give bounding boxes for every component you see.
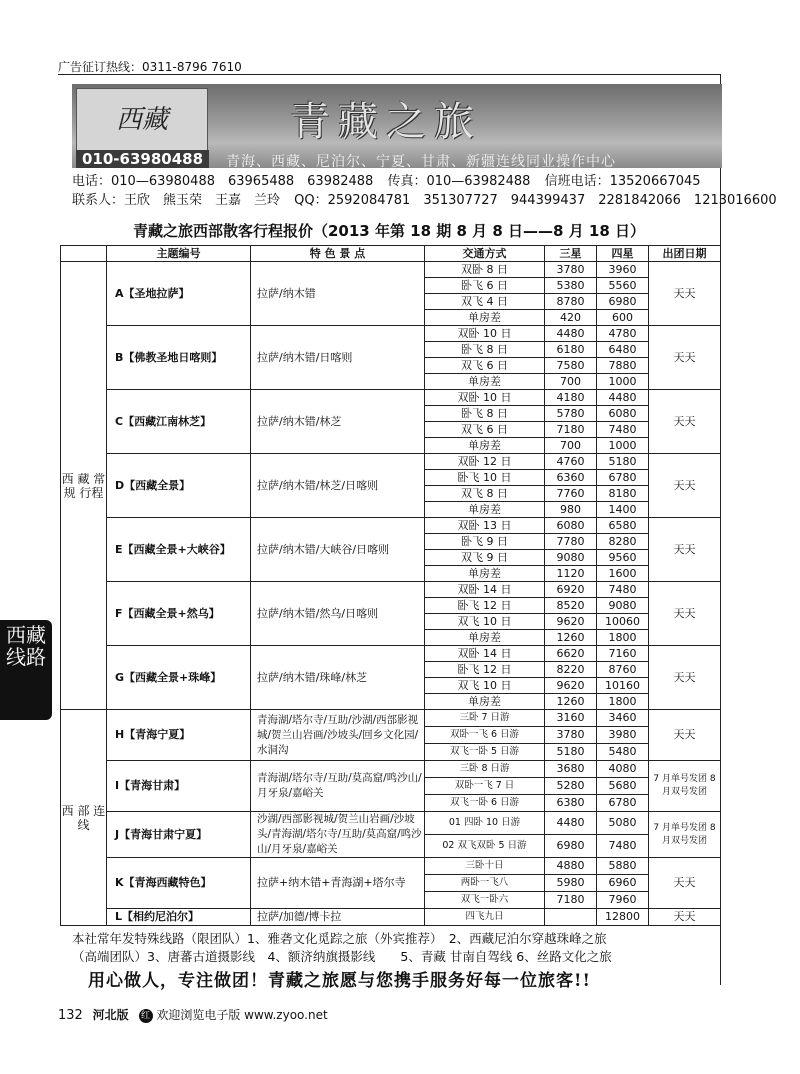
banner-subtitle: 青海、西藏、尼泊尔、宁夏、甘肃、新疆连线同业操作中心 (226, 154, 616, 168)
footer-website: 欢迎浏览电子版 www.zyoo.net (156, 1008, 328, 1022)
banner-title: 青藏之旅 (290, 99, 482, 145)
transport-cell: 双飞 10 日 (425, 678, 545, 694)
departure-cell: 天天 (649, 326, 721, 390)
transport-cell: 单房差 (425, 438, 545, 454)
route-spots: 拉萨/纳木错/珠峰/林芝 (251, 646, 425, 710)
transport-cell: 02 双飞双卧 5 日游 (425, 835, 545, 858)
price-four-star: 10060 (597, 614, 649, 630)
route-name: E【西藏全景+大峡谷】 (107, 518, 251, 582)
transport-cell: 卧飞 8 日 (425, 406, 545, 422)
price-four-star: 5880 (597, 858, 649, 875)
price-four-star: 10160 (597, 678, 649, 694)
price-four-star: 6480 (597, 342, 649, 358)
transport-cell: 三卧 8 日游 (425, 761, 545, 778)
departure-cell: 天天 (649, 909, 721, 926)
price-three-star: 7780 (545, 534, 597, 550)
price-four-star: 12800 (597, 909, 649, 926)
table-row (61, 909, 721, 926)
contact-people: 联系人：王欣 熊玉荣 王嘉 兰玲 (72, 193, 281, 208)
table-row (61, 858, 721, 875)
table-title: 青藏之旅西部散客行程报价（2013 年第 18 期 8 月 8 日——8 月 18 日） (132, 222, 646, 240)
transport-cell: 双飞 4 日 (425, 294, 545, 310)
route-name: D【西藏全景】 (107, 454, 251, 518)
price-three-star: 6920 (545, 582, 597, 598)
price-three-star: 5180 (545, 744, 597, 761)
transport-cell: 单房差 (425, 694, 545, 710)
price-four-star: 6780 (597, 470, 649, 486)
price-three-star: 1260 (545, 694, 597, 710)
departure-cell: 天天 (649, 582, 721, 646)
price-three-star: 4760 (545, 454, 597, 470)
transport-cell: 双卧 10 日 (425, 390, 545, 406)
price-three-star (545, 909, 597, 926)
price-four-star: 7880 (597, 358, 649, 374)
price-four-star: 6780 (597, 795, 649, 812)
departure-cell: 天天 (649, 646, 721, 710)
price-three-star: 7580 (545, 358, 597, 374)
departure-cell: 天天 (649, 390, 721, 454)
price-three-star: 8520 (545, 598, 597, 614)
price-four-star: 1800 (597, 694, 649, 710)
price-four-star: 8280 (597, 534, 649, 550)
note-line-1: 本社常年发特殊线路（限团队）1、雅砻文化觅踪之旅（外宾推荐） 2、西藏尼泊尔穿越珠峰之旅 (72, 931, 607, 946)
price-three-star: 5980 (545, 875, 597, 892)
transport-cell: 双飞一卧 5 日游 (425, 744, 545, 761)
side-tab-tibet-routes (0, 620, 52, 720)
price-table (60, 245, 721, 926)
route-spots: 青海湖/塔尔寺/互助/沙湖/西部影视城/贺兰山岩画/沙坡头/回乡文化园/水洞沟 (251, 710, 425, 761)
transport-cell: 四飞九日 (425, 909, 545, 926)
price-three-star: 5380 (545, 278, 597, 294)
route-name: F【西藏全景+然乌】 (107, 582, 251, 646)
header-blank (61, 246, 107, 262)
transport-cell: 双飞一卧六 (425, 892, 545, 909)
price-three-star: 3780 (545, 727, 597, 744)
departure-cell: 天天 (649, 262, 721, 326)
departure-cell: 7 月单号发团 8 月双号发团 (649, 812, 721, 858)
contact-line-2 (72, 189, 787, 208)
price-four-star: 6080 (597, 406, 649, 422)
price-three-star: 7180 (545, 892, 597, 909)
price-three-star: 700 (545, 374, 597, 390)
transport-cell: 单房差 (425, 566, 545, 582)
route-name: I【青海甘肃】 (107, 761, 251, 812)
price-three-star: 4880 (545, 858, 597, 875)
route-name: C【西藏江南林芝】 (107, 390, 251, 454)
route-spots: 拉萨+纳木错+青海湖+塔尔寺 (251, 858, 425, 909)
route-name: K【青海西藏特色】 (107, 858, 251, 909)
price-three-star: 1120 (545, 566, 597, 582)
price-four-star: 1400 (597, 502, 649, 518)
transport-cell: 双飞 10 日 (425, 614, 545, 630)
transport-cell: 双卧 12 日 (425, 454, 545, 470)
price-four-star: 5560 (597, 278, 649, 294)
transport-cell: 三卧十日 (425, 858, 545, 875)
header-transport: 交通方式 (425, 246, 545, 262)
transport-cell: 双卧 13 日 (425, 518, 545, 534)
transport-cell: 双卧 14 日 (425, 582, 545, 598)
price-three-star: 5780 (545, 406, 597, 422)
transport-cell: 双飞 9 日 (425, 550, 545, 566)
note-line-2: （高端团队）3、唐蕃古道摄影线 4、额济纳旗摄影线 5、青藏 甘南自驾线 6、丝路文化之旅 (72, 949, 612, 964)
price-three-star: 3160 (545, 710, 597, 727)
route-spots: 拉萨/加德/博卡拉 (251, 909, 425, 926)
route-spots: 拉萨/纳木错/林芝 (251, 390, 425, 454)
price-three-star: 420 (545, 310, 597, 326)
departure-cell: 天天 (649, 454, 721, 518)
category-west-connect: 西 部 连 线 (61, 710, 107, 926)
price-four-star: 7480 (597, 422, 649, 438)
departure-cell: 7 月单号发团 8 月双号发团 (649, 761, 721, 812)
route-spots: 拉萨/纳木错/大峡谷/日喀则 (251, 518, 425, 582)
price-four-star: 9080 (597, 598, 649, 614)
price-four-star: 5080 (597, 812, 649, 835)
price-four-star: 6980 (597, 294, 649, 310)
route-name: B【佛教圣地日喀则】 (107, 326, 251, 390)
price-three-star: 4180 (545, 390, 597, 406)
price-three-star: 3780 (545, 262, 597, 278)
header-theme: 主题编号 (107, 246, 251, 262)
contact-sms: 信班电话：13520667045 (544, 174, 701, 189)
table-header-row (61, 246, 721, 262)
header-four-star: 四星 (597, 246, 649, 262)
transport-cell: 两卧一飞八 (425, 875, 545, 892)
price-three-star: 7180 (545, 422, 597, 438)
price-four-star: 1800 (597, 630, 649, 646)
route-name: J【青海甘肃宁夏】 (107, 812, 251, 858)
table-row (61, 646, 721, 662)
page-footer (58, 1006, 328, 1023)
price-four-star: 5180 (597, 454, 649, 470)
transport-cell: 双卧一飞 7 日 (425, 778, 545, 795)
transport-cell: 单房差 (425, 502, 545, 518)
table-row (61, 761, 721, 778)
price-three-star: 6980 (545, 835, 597, 858)
transport-cell: 卧飞 6 日 (425, 278, 545, 294)
route-name: A【圣地拉萨】 (107, 262, 251, 326)
transport-cell: 单房差 (425, 310, 545, 326)
transport-cell: 单房差 (425, 374, 545, 390)
tibet-logo: 西藏 (76, 88, 208, 152)
departure-cell: 天天 (649, 858, 721, 909)
price-four-star: 1000 (597, 438, 649, 454)
route-spots: 沙湖/西部影视城/贺兰山岩画/沙坡头/青海湖/塔尔寺/互助/莫高窟/鸣沙山/月牙泉/嘉峪关 (251, 812, 425, 858)
price-four-star: 4780 (597, 326, 649, 342)
transport-cell: 双卧 10 日 (425, 326, 545, 342)
price-four-star: 7960 (597, 892, 649, 909)
price-four-star: 6580 (597, 518, 649, 534)
header-departure: 出团日期 (649, 246, 721, 262)
price-three-star: 4480 (545, 812, 597, 835)
transport-cell: 01 四卧 10 日游 (425, 812, 545, 835)
price-three-star: 980 (545, 502, 597, 518)
transport-cell: 卧飞 10 日 (425, 470, 545, 486)
table-row (61, 454, 721, 470)
price-three-star: 6620 (545, 646, 597, 662)
price-four-star: 7160 (597, 646, 649, 662)
price-three-star: 6380 (545, 795, 597, 812)
departure-cell: 天天 (649, 710, 721, 761)
transport-cell: 卧飞 12 日 (425, 598, 545, 614)
table-row (61, 390, 721, 406)
price-three-star: 6360 (545, 470, 597, 486)
transport-cell: 三卧 7 日游 (425, 710, 545, 727)
price-three-star: 5280 (545, 778, 597, 795)
edition-label: 河北版 (92, 1008, 129, 1022)
route-spots: 拉萨/纳木错/然乌/日喀则 (251, 582, 425, 646)
route-name: H【青海宁夏】 (107, 710, 251, 761)
price-four-star: 4080 (597, 761, 649, 778)
price-four-star: 5680 (597, 778, 649, 795)
contact-phone: 电话：010—63980488 63965488 63982488 (72, 174, 374, 189)
price-three-star: 8780 (545, 294, 597, 310)
price-four-star: 1000 (597, 374, 649, 390)
slogan: 用心做人，专注做团！青藏之旅愿与您携手服务好每一位旅客!! (88, 971, 591, 991)
price-four-star: 3980 (597, 727, 649, 744)
price-four-star: 600 (597, 310, 649, 326)
special-routes-note (72, 930, 720, 966)
price-four-star: 7480 (597, 835, 649, 858)
transport-cell: 双飞 6 日 (425, 422, 545, 438)
contact-fax: 传真：010—63982488 (387, 174, 531, 189)
price-three-star: 3680 (545, 761, 597, 778)
transport-cell: 卧飞 12 日 (425, 662, 545, 678)
price-four-star: 5480 (597, 744, 649, 761)
circle-logo-icon: 红 (139, 1009, 153, 1023)
table-row (61, 326, 721, 342)
header-three-star: 三星 (545, 246, 597, 262)
price-four-star: 3460 (597, 710, 649, 727)
price-three-star: 1260 (545, 630, 597, 646)
side-tab-text: 西藏线路 (6, 623, 46, 669)
transport-cell: 双飞一卧 6 日游 (425, 795, 545, 812)
price-four-star: 1600 (597, 566, 649, 582)
table-row (61, 812, 721, 835)
transport-cell: 卧飞 8 日 (425, 342, 545, 358)
page-number: 132 (58, 1008, 83, 1023)
route-spots: 拉萨/纳木错/林芝/日喀则 (251, 454, 425, 518)
banner-image (72, 84, 722, 168)
banner-phone: 010-63980488 (76, 150, 209, 168)
price-three-star: 9620 (545, 678, 597, 694)
price-four-star: 3960 (597, 262, 649, 278)
transport-cell: 单房差 (425, 630, 545, 646)
route-spots: 拉萨/纳木错/日喀则 (251, 326, 425, 390)
price-three-star: 9080 (545, 550, 597, 566)
transport-cell: 双飞 8 日 (425, 486, 545, 502)
price-three-star: 7760 (545, 486, 597, 502)
table-row (61, 582, 721, 598)
price-three-star: 9620 (545, 614, 597, 630)
ad-hotline: 广告征订热线：0311-8796 7610 (58, 60, 242, 74)
transport-cell: 双卧一飞 6 日游 (425, 727, 545, 744)
price-four-star: 8180 (597, 486, 649, 502)
price-four-star: 7480 (597, 582, 649, 598)
price-four-star: 4480 (597, 390, 649, 406)
departure-cell: 天天 (649, 518, 721, 582)
route-spots: 青海湖/塔尔寺/互助/莫高窟/鸣沙山/月牙泉/嘉峪关 (251, 761, 425, 812)
price-four-star: 8760 (597, 662, 649, 678)
contact-line-1 (72, 170, 711, 189)
contact-qq: QQ：2592084781 351307727 944399437 2281842066 1213016600 (294, 193, 777, 208)
table-row (61, 710, 721, 727)
transport-cell: 卧飞 9 日 (425, 534, 545, 550)
transport-cell: 双飞 6 日 (425, 358, 545, 374)
header-spots: 特 色 景 点 (251, 246, 425, 262)
price-four-star: 9560 (597, 550, 649, 566)
table-row (61, 518, 721, 534)
price-three-star: 6080 (545, 518, 597, 534)
price-four-star: 6960 (597, 875, 649, 892)
category-tibet-regular: 西 藏 常 规 行程 (61, 262, 107, 710)
price-three-star: 4480 (545, 326, 597, 342)
route-name: G【西藏全景+珠峰】 (107, 646, 251, 710)
transport-cell: 双卧 8 日 (425, 262, 545, 278)
price-three-star: 700 (545, 438, 597, 454)
price-three-star: 8220 (545, 662, 597, 678)
price-three-star: 6180 (545, 342, 597, 358)
route-name: L【相约尼泊尔】 (107, 909, 251, 926)
transport-cell: 双卧 14 日 (425, 646, 545, 662)
route-spots: 拉萨/纳木错 (251, 262, 425, 326)
table-row (61, 262, 721, 278)
